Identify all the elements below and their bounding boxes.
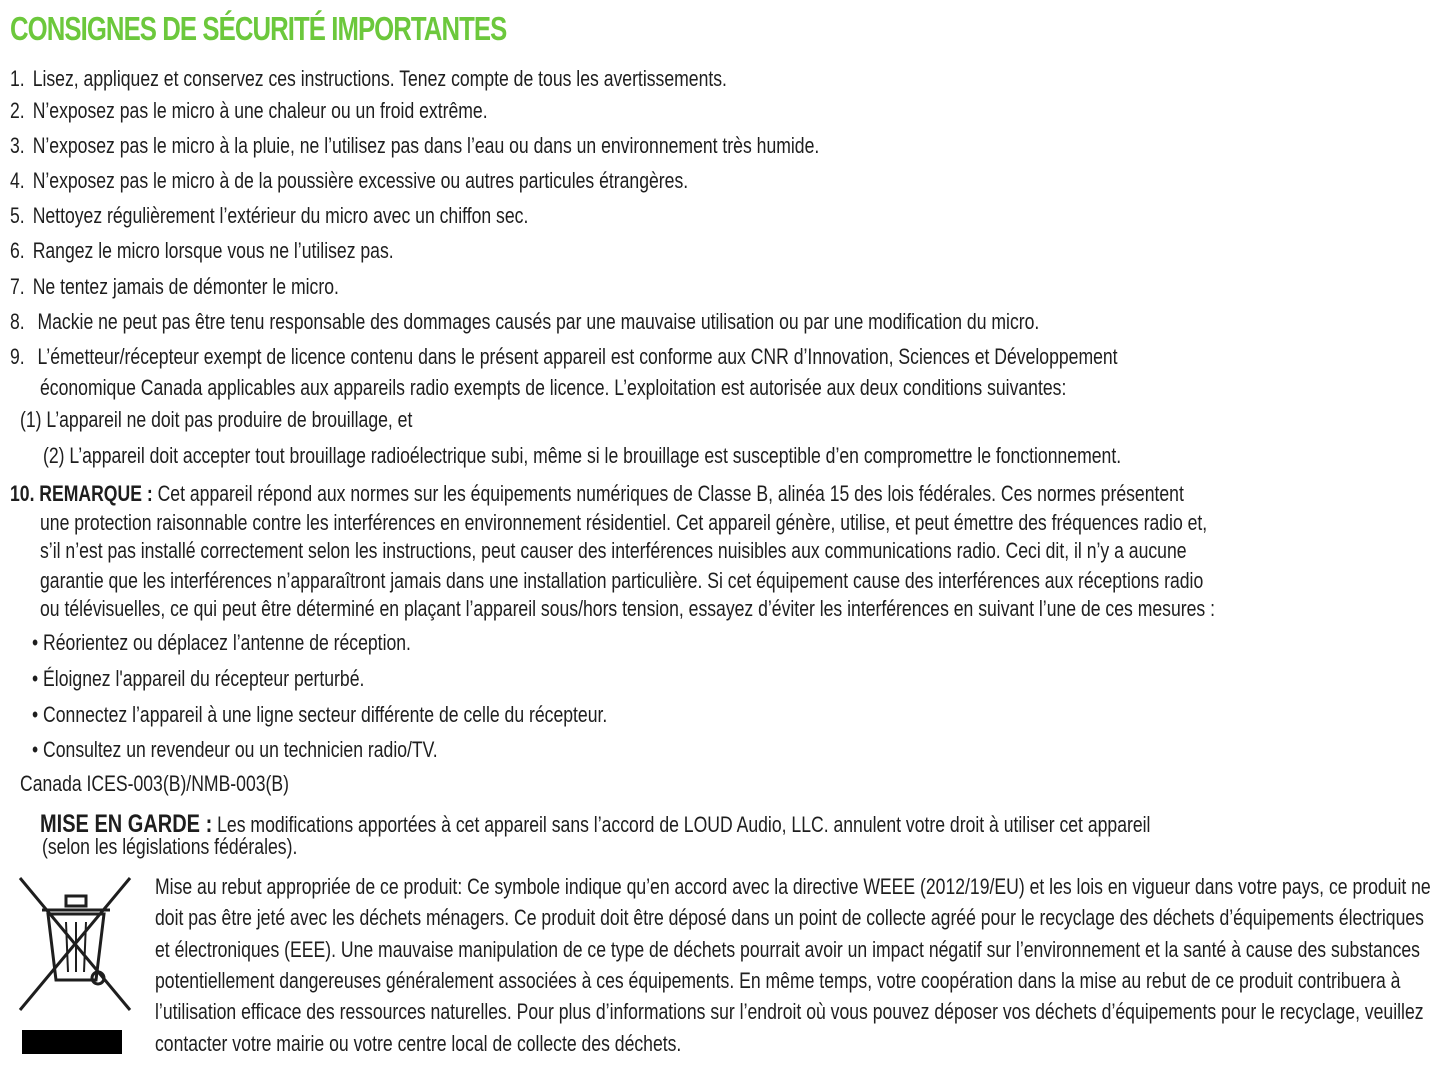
item-text: N’exposez pas le micro à une chaleur ou un froid extrême. xyxy=(32,98,488,123)
item-text: Rangez le micro lorsque vous ne l’utilisez pas. xyxy=(32,238,394,263)
list-item xyxy=(10,133,819,159)
list-item-10-line-1 xyxy=(10,481,1184,507)
item-text: N’exposez pas le micro à de la poussière excessive ou autres particules étrangères. xyxy=(32,168,689,193)
list-item xyxy=(10,203,528,229)
disposal-line: potentiellement dangereuses généralement associées à ces équipements. En même temps, votre coopération dans la mise au rebut de ce produit contribuera à xyxy=(155,968,1401,993)
list-item xyxy=(10,66,727,92)
item-number: 4. xyxy=(10,168,25,193)
list-item-10-line-2: une protection raisonnable contre les interférences en environnement résidentiel. Cet appareil génère, utilise, et peut émettre des fréquences radio et, xyxy=(40,510,1208,535)
list-item xyxy=(10,98,488,124)
list-item xyxy=(10,238,394,264)
item-number: 7. xyxy=(10,274,25,299)
list-item-9-line-2: économique Canada applicables aux appareils radio exempts de licence. L’exploitation est autorisée aux deux conditions suivantes: xyxy=(40,375,1067,400)
condition-1: (1) L’appareil ne doit pas produire de brouillage, et xyxy=(20,407,413,432)
list-item-10-line-3: s’il n’est pas installé correctement selon les instructions, peut causer des interférences nuisibles aux communications radio. Ceci dit, il n’y a aucune xyxy=(40,538,1187,563)
item-text: Lisez, appliquez et conservez ces instructions. Tenez compte de tous les avertissements. xyxy=(32,66,727,91)
item-text: L’émetteur/récepteur exempt de licence contenu dans le présent appareil est conforme aux CNR d’Innovation, Sciences et Développement xyxy=(37,344,1118,369)
item-number: 6. xyxy=(10,238,25,263)
disposal-line: Mise au rebut appropriée de ce produit: Ce symbole indique qu’en accord avec la directive WEEE (2012/19/EU) et les lois en vigueur dans votre pays, ce produit ne xyxy=(155,874,1431,899)
crossed-out-wheelie-bin-icon xyxy=(10,876,140,1056)
bullet-item: • Connectez l’appareil à une ligne secteur différente de celle du récepteur. xyxy=(32,702,608,727)
disposal-line: l’utilisation efficace des ressources naturelles. Pour plus d’informations sur l’endroit où vous pouvez déposer vos déchets d’équipements pour le recyclage, veuillez xyxy=(155,999,1424,1024)
item-text: N’exposez pas le micro à la pluie, ne l’utilisez pas dans l’eau ou dans un environnement très humide. xyxy=(32,133,820,158)
warning-text: Les modifications apportées à cet appareil sans l’accord de LOUD Audio, LLC. annulent votre droit à utiliser cet appareil xyxy=(217,812,1151,837)
bullet-item: • Consultez un revendeur ou un technicien radio/TV. xyxy=(32,737,438,762)
list-item xyxy=(10,168,688,194)
bullet-item: • Éloignez l'appareil du récepteur perturbé. xyxy=(32,666,365,691)
list-item xyxy=(10,309,1039,335)
item-number: 5. xyxy=(10,203,25,228)
item-number: 2. xyxy=(10,98,25,123)
condition-2: (2) L’appareil doit accepter tout brouillage radioélectrique subi, même si le brouillage est susceptible d’en compromettre le fonctionnement. xyxy=(43,443,1122,468)
remarque-label: REMARQUE : xyxy=(39,481,153,506)
item-number: 3. xyxy=(10,133,25,158)
list-item xyxy=(10,274,339,300)
item-text: Nettoyez régulièrement l’extérieur du micro avec un chiffon sec. xyxy=(32,203,529,228)
item-text: Ne tentez jamais de démonter le micro. xyxy=(32,274,339,299)
bullet-item: • Réorientez ou déplacez l’antenne de réception. xyxy=(32,630,411,655)
warning-line-2: (selon les législations fédérales). xyxy=(42,834,298,859)
item-number: 8. xyxy=(10,309,25,334)
list-item-10-line-5: ou télévisuelles, ce qui peut être déterminé en plaçant l’appareil sous/hors tension, essayez d’éviter les interférences en suivant l’une de ces mesures : xyxy=(40,596,1215,621)
list-item-10-line-4: garantie que les interférences n’apparaîtront jamais dans une installation particulière. Si cet équipement cause des interférences aux réceptions radio xyxy=(40,568,1204,593)
warning-label: MISE EN GARDE : xyxy=(40,810,213,838)
page-title: CONSIGNES DE SÉCURITÉ IMPORTANTES xyxy=(10,10,507,47)
list-item-9-line-1 xyxy=(10,344,1118,370)
item-number: 9. xyxy=(10,344,25,369)
disposal-line: doit pas être jeté avec les déchets ménagers. Ce produit doit être déposé dans un point de collecte agréé pour le recyclage des déchets d’équipements électriques xyxy=(155,905,1424,930)
disposal-line: contacter votre mairie ou votre centre local de collecte des déchets. xyxy=(155,1031,682,1056)
canada-compliance: Canada ICES-003(B)/NMB-003(B) xyxy=(20,771,289,796)
item-text: Cet appareil répond aux normes sur les équipements numériques de Classe B, alinéa 15 des lois fédérales. Ces normes présentent xyxy=(157,481,1184,506)
item-text: Mackie ne peut pas être tenu responsable des dommages causés par une mauvaise utilisation ou par une modification du micro. xyxy=(37,309,1040,334)
item-number: 10. xyxy=(10,481,35,506)
disposal-line: et électroniques (EEE). Une mauvaise manipulation de ce type de déchets pourrait avoir un impact négatif sur l’environnement et la santé à cause des substances xyxy=(155,937,1420,962)
item-number: 1. xyxy=(10,66,25,91)
weee-black-bar xyxy=(22,1030,122,1054)
